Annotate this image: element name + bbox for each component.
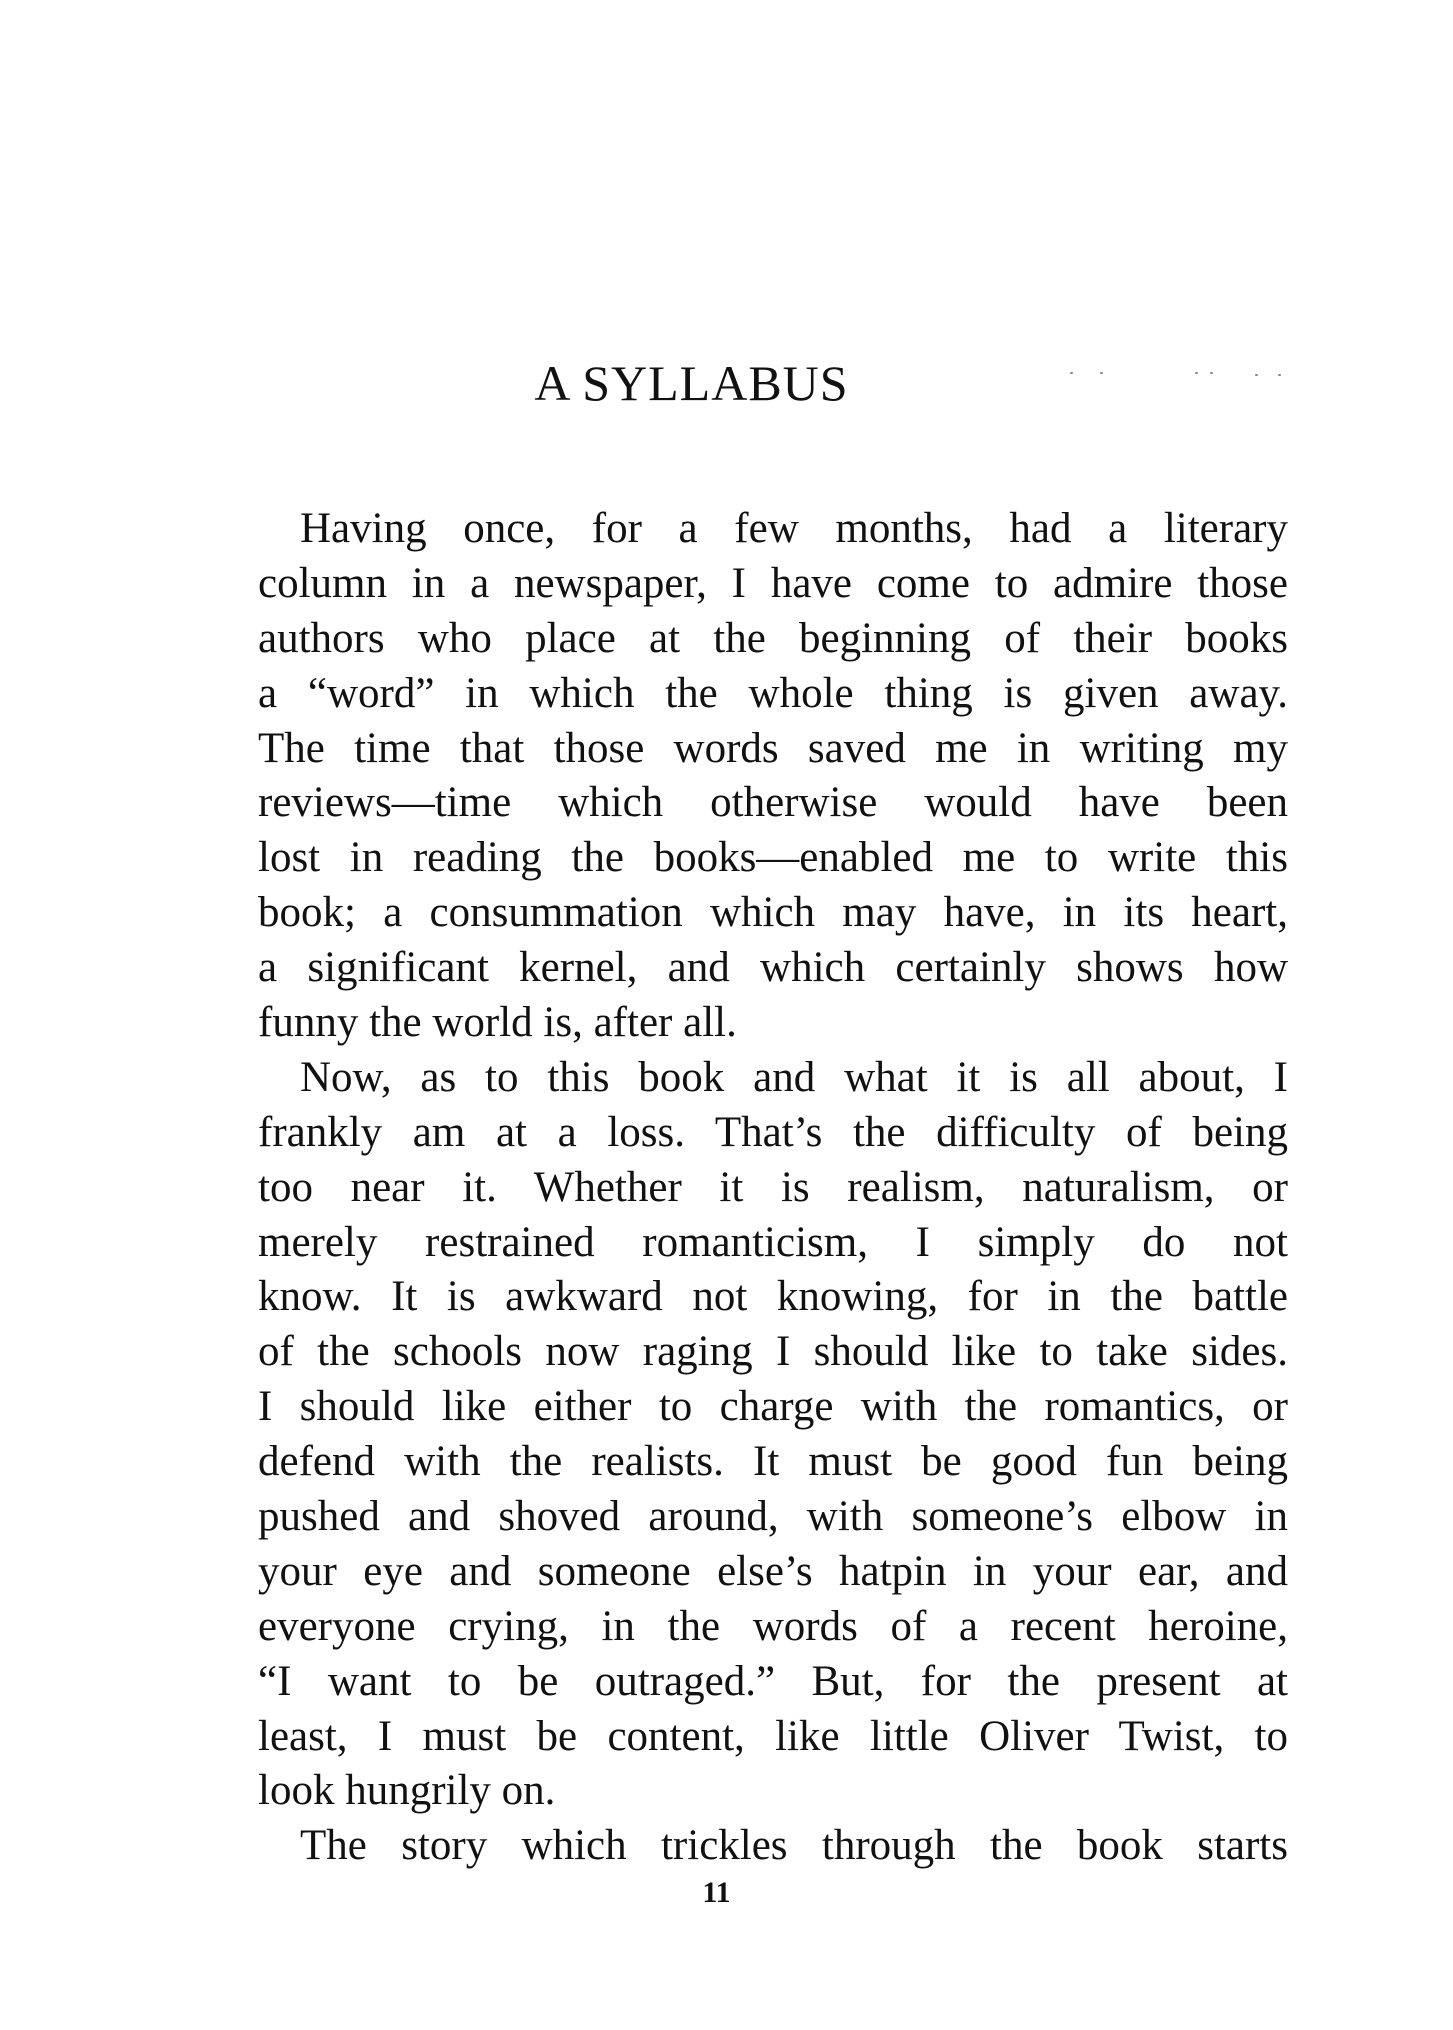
- text-line: merely restrained romanticism, I simply do not: [258, 1218, 1288, 1266]
- text-line: know. It is awkward not knowing, for in the battle: [258, 1273, 1288, 1321]
- text-line: look hungrily on.: [258, 1767, 556, 1815]
- text-line: frankly am at a loss. That’s the difficulty of being: [258, 1108, 1288, 1156]
- text-line: funny the world is, after all.: [258, 999, 737, 1047]
- text-line: least, I must be content, like little Oliver Twist, to: [258, 1712, 1288, 1760]
- text-line: your eye and someone else’s hatpin in your ear, and: [258, 1547, 1288, 1595]
- body-text: [258, 502, 1288, 1874]
- text-line: a significant kernel, and which certainly shows how: [258, 944, 1288, 992]
- text-line: “I want to be outraged.” But, for the present at: [258, 1657, 1288, 1705]
- scan-speck: [1255, 374, 1258, 376]
- text-line: Having once, for a few months, had a literary: [300, 505, 1288, 552]
- text-line: book; a consummation which may have, in its heart,: [258, 889, 1288, 937]
- scan-speck: [1100, 372, 1103, 374]
- scan-speck: [1210, 372, 1213, 374]
- text-line: too near it. Whether it is realism, naturalism, or: [258, 1163, 1288, 1211]
- text-line: everyone crying, in the words of a recent heroine,: [258, 1602, 1288, 1650]
- text-line: lost in reading the books—enabled me to write this: [258, 834, 1288, 882]
- scan-speck: [1278, 374, 1281, 376]
- text-line: reviews—time which otherwise would have been: [258, 779, 1288, 827]
- chapter-title: A SYLLABUS: [534, 355, 849, 411]
- text-line: a “word” in which the whole thing is given away.: [258, 669, 1288, 717]
- text-line: The time that those words saved me in writing my: [258, 724, 1288, 772]
- text-line: The story which trickles through the book starts: [300, 1822, 1288, 1870]
- text-line: column in a newspaper, I have come to admire those: [258, 559, 1288, 607]
- text-line: pushed and shoved around, with someone’s elbow in: [258, 1493, 1288, 1541]
- scan-speck: [1195, 372, 1198, 374]
- page-number: 11: [702, 1876, 731, 1909]
- text-line: I should like either to charge with the romantics, or: [258, 1383, 1288, 1431]
- scan-speck: [1070, 372, 1073, 374]
- text-line: of the schools now raging I should like to take sides.: [258, 1328, 1288, 1376]
- text-line: authors who place at the beginning of their books: [258, 614, 1288, 662]
- text-line: defend with the realists. It must be good fun being: [258, 1438, 1288, 1486]
- text-line: Now, as to this book and what it is all about, I: [300, 1053, 1288, 1101]
